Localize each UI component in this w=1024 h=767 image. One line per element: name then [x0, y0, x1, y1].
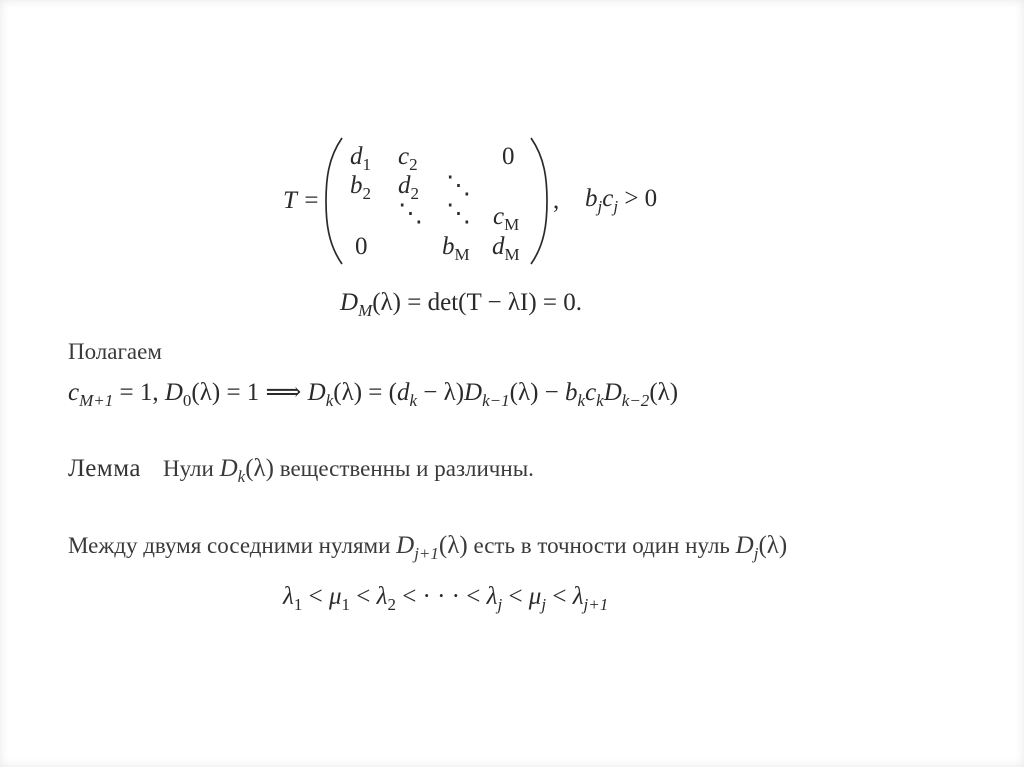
- polagaem-text: Полагаем: [68, 339, 162, 364]
- matrix-ddots-3: ⋱: [446, 200, 471, 227]
- matrix-right-bracket: [527, 136, 551, 266]
- matrix-cell-cM: $c_M$: [493, 203, 520, 234]
- matrix-cell-d1: $d_1$: [350, 143, 371, 174]
- matrix-ddots-2: ⋱: [398, 200, 423, 227]
- lemma-title: Лемма: [68, 455, 141, 482]
- recurrence-formula: $c_{M+1} = 1$, $D_0(\lambda) = 1$ ⟹ $D_k(\lambda) = (d_k - \lambda)D_{k-1}(\lambda) - b_kc_kD_{k-2}(\lambda)$: [68, 379, 679, 410]
- matrix-cell-d2: $d_2$: [398, 172, 419, 203]
- matrix-cell-dM: $d_M$: [492, 233, 520, 264]
- interlacing-statement: Между двумя соседними нулями $D_{j+1}(\lambda)$ есть в точности один нуль $D_j(\lambda)$: [68, 532, 788, 563]
- lemma-text: Нули $D_k(\lambda)$ вещественны и различны.: [162, 455, 534, 486]
- matrix-comma: ,: [553, 187, 560, 214]
- matrix-cell-bM: $b_M$: [442, 233, 470, 264]
- matrix-cell-c2: $c_2$: [398, 143, 418, 174]
- condition-bc-positive: $b_jc_j > 0$: [585, 185, 658, 216]
- matrix-label-text: T =: [283, 187, 320, 214]
- matrix-cell-b2: $b_2$: [350, 172, 371, 203]
- determinant-equation: $D_M(\lambda) = \det(T - \lambda I) = 0$.: [340, 289, 583, 320]
- matrix-left-bracket: [322, 136, 346, 266]
- lemma-statement: [68, 455, 534, 486]
- matrix-cell-zero-bottom: 0: [355, 233, 368, 260]
- matrix-cell-zero-top: 0: [502, 143, 515, 170]
- matrix-label: [283, 187, 320, 215]
- matrix-ddots-1: ⋱: [446, 172, 471, 199]
- interlacing-inequality: $\lambda_1 < \mu_1 < \lambda_2$ < · · · < $\lambda_j < \mu_j < \lambda_{j+1}$: [283, 583, 609, 614]
